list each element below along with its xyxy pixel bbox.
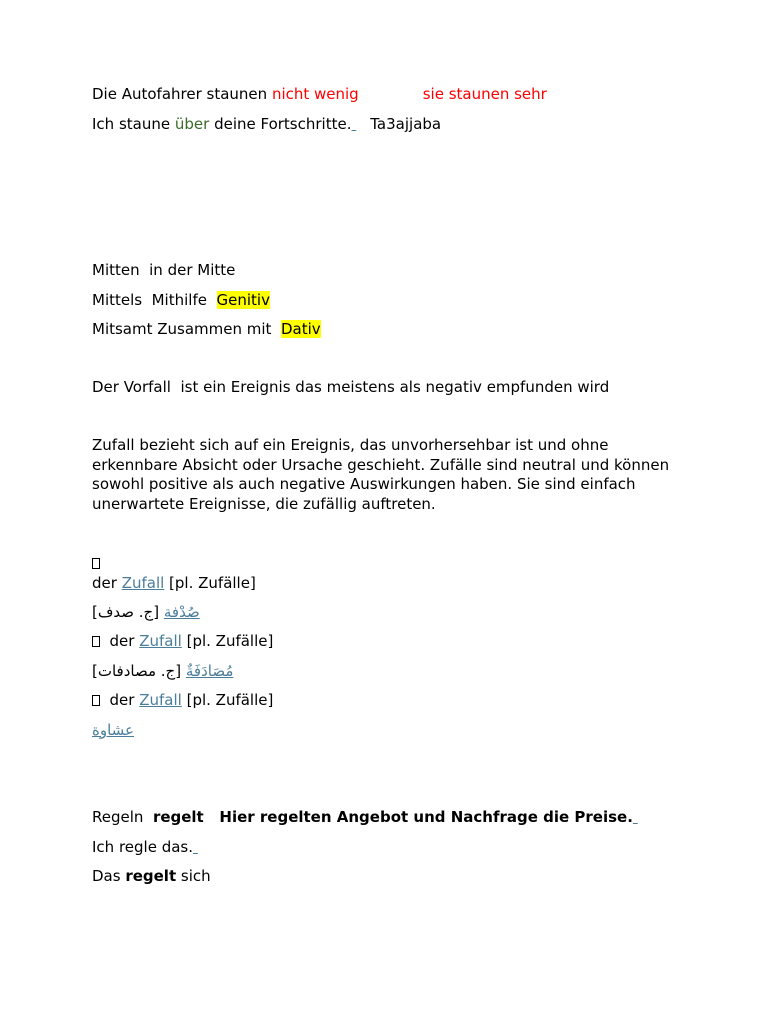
arabic-entry-3 xyxy=(92,720,134,740)
arabic-link[interactable]: عشاوة xyxy=(92,721,135,739)
text: [ج. صدف] xyxy=(92,603,164,621)
line-vorfall xyxy=(92,377,609,397)
underline-mark xyxy=(633,808,638,826)
line-mitten xyxy=(92,260,235,280)
text: [pl. Zufälle] xyxy=(181,632,274,650)
text: [ج. مصادفات] xyxy=(92,662,186,680)
text: Mittels Mithilfe xyxy=(92,291,217,309)
text: Das xyxy=(92,867,126,885)
text: Ich regle das. xyxy=(92,838,193,856)
bold-word: regelt xyxy=(152,808,204,826)
text: der xyxy=(100,632,140,650)
line-regle xyxy=(92,837,198,857)
zufall-link[interactable]: Zufall xyxy=(139,691,182,709)
text: der xyxy=(100,691,140,709)
transliteration: Ta3ajjaba xyxy=(370,115,442,133)
arabic-link[interactable]: مُصَادَفَةٌ xyxy=(185,662,234,680)
box-glyph xyxy=(92,553,100,573)
text: [pl. Zufälle] xyxy=(181,691,274,709)
line-mittels xyxy=(92,290,270,310)
text: sich xyxy=(176,867,211,885)
text: der xyxy=(92,574,122,592)
text: Die Autofahrer staunen xyxy=(92,85,272,103)
entry-zufall-1 xyxy=(92,573,256,593)
text: [pl. Zufälle] xyxy=(164,574,256,592)
entry-zufall-2 xyxy=(92,631,273,651)
missing-glyph-icon xyxy=(92,558,100,569)
text: Der Vorfall ist ein Ereignis das meistens als negativ empfunden wird xyxy=(92,378,610,396)
line-staune xyxy=(92,114,441,134)
zufall-link[interactable]: Zufall xyxy=(139,632,182,650)
missing-glyph-icon xyxy=(92,695,100,706)
text: Mitten in der Mitte xyxy=(92,261,236,279)
highlight-genitiv: Genitiv xyxy=(216,291,270,309)
green-word: über xyxy=(174,115,210,133)
arabic-entry-2 xyxy=(92,661,233,681)
underline-mark xyxy=(351,115,356,133)
text: Ich staune xyxy=(92,115,175,133)
arabic-entry-1 xyxy=(92,602,200,622)
text: Mitsamt Zusammen mit xyxy=(92,320,281,338)
line-regeln xyxy=(92,807,638,827)
red-phrase: nicht wenig xyxy=(271,85,359,103)
highlight-dativ: Dativ xyxy=(280,320,321,338)
text: Regeln xyxy=(92,808,153,826)
bold-word: regelt xyxy=(125,867,177,885)
entry-zufall-3 xyxy=(92,690,273,710)
paragraph-zufall: Zufall bezieht sich auf ein Ereignis, das unvorhersehbar ist und ohne erkennbare Absicht oder Ursache geschieht. Zufälle sind neutral und können sowohl positive als auch negative Auswirkungen haben. Sie sind einfach unerwartete Ereignisse, die zufällig auftreten. xyxy=(92,436,670,514)
bold-sentence: Hier regelten Angebot und Nachfrage die Preise. xyxy=(203,808,633,826)
text: deine Fortschritte. xyxy=(209,115,352,133)
red-phrase-2: sie staunen sehr xyxy=(422,85,547,103)
zufall-link[interactable]: Zufall xyxy=(121,574,165,592)
arabic-link[interactable]: صُدْفة xyxy=(163,603,200,621)
line-das-regelt xyxy=(92,866,211,886)
missing-glyph-icon xyxy=(92,636,100,647)
underline-mark xyxy=(193,838,198,856)
line-autofahrer xyxy=(92,84,547,104)
line-mitsamt xyxy=(92,319,321,339)
